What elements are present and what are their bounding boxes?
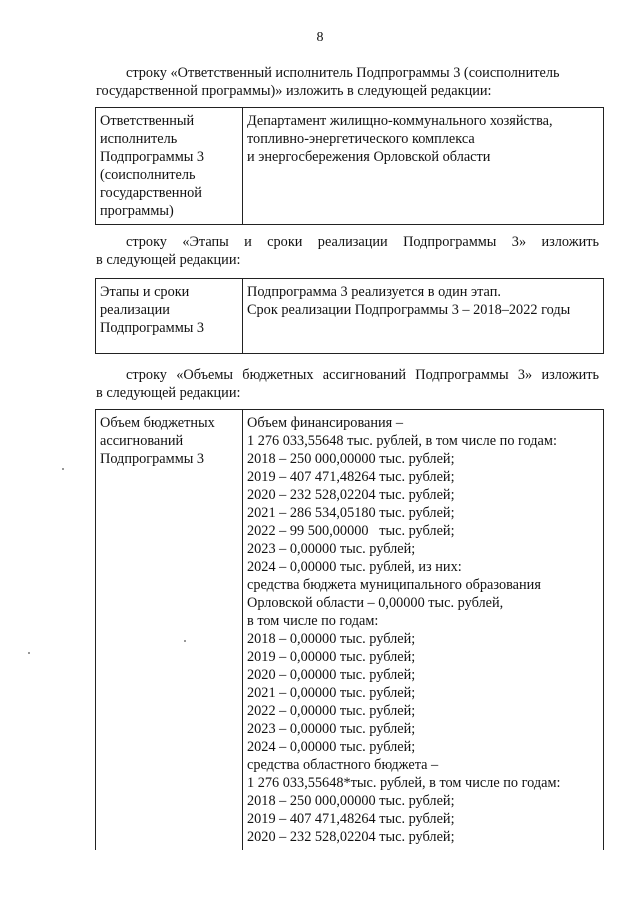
table-cell-value [243,279,604,354]
table-row [96,410,604,851]
table-cell-label [96,279,243,354]
paragraph-line: строку «Объемы бюджетных ассигнований Подпрограммы 3» изложить [126,367,599,383]
paragraph-responsible-executor [96,64,599,100]
cell-line: в том числе по годам: [247,613,379,629]
cell-line: Подпрограммы 3 [100,451,205,467]
cell-line: Объем бюджетных [100,415,215,431]
cell-line: 2019 – 407 471,48264 тыс. рублей; [247,811,455,827]
cell-line: 2024 – 0,00000 тыс. рублей; [247,739,416,755]
cell-line: 2020 – 232 528,02204 тыс. рублей; [247,829,455,845]
cell-line: 2023 – 0,00000 тыс. рублей; [247,721,416,737]
table-row [96,108,604,225]
cell-line: Этапы и сроки [100,284,190,300]
cell-line: (соисполнитель [100,167,196,183]
cell-line: топливно-энергетического комплекса [247,131,475,147]
cell-line: Департамент жилищно-коммунального хозяйства, [247,113,553,129]
cell-line: средства областного бюджета – [247,757,439,773]
table-cell-value [243,108,604,225]
cell-line: Подпрограммы 3 [100,149,205,165]
table-cell-label [96,410,243,851]
cell-line: 2024 – 0,00000 тыс. рублей, из них: [247,559,462,575]
cell-line: средства бюджета муниципального образования [247,577,541,593]
paragraph-line: государственной программы)» изложить в следующей редакции: [96,83,492,99]
paragraph-line: в следующей редакции: [96,252,241,268]
cell-line: 1 276 033,55648 тыс. рублей, в том числе по годам: [247,433,557,449]
cell-line: 2019 – 407 471,48264 тыс. рублей; [247,469,455,485]
cell-line: Срок реализации Подпрограммы 3 – 2018–2022 годы [247,302,571,318]
cell-line: 2018 – 0,00000 тыс. рублей; [247,631,416,647]
paragraph-budget [96,366,599,402]
cell-line: 2021 – 0,00000 тыс. рублей; [247,685,416,701]
table-responsible-executor [95,107,604,225]
cell-line: 2022 – 0,00000 тыс. рублей; [247,703,416,719]
cell-line: 2023 – 0,00000 тыс. рублей; [247,541,416,557]
table-cell-label [96,108,243,225]
scan-speck [62,468,64,470]
cell-line: 2019 – 0,00000 тыс. рублей; [247,649,416,665]
cell-line: 2020 – 232 528,02204 тыс. рублей; [247,487,455,503]
cell-line: 2020 – 0,00000 тыс. рублей; [247,667,416,683]
table-stages [95,278,604,354]
cell-line: и энергосбережения Орловской области [247,149,491,165]
cell-line: программы) [100,203,174,219]
cell-line: Орловской области – 0,00000 тыс. рублей, [247,595,504,611]
scan-speck [28,652,30,654]
table-row [96,279,604,354]
cell-line: реализации [100,302,170,318]
cell-line: Подпрограмма 3 реализуется в один этап. [247,284,501,300]
cell-line: 2018 – 250 000,00000 тыс. рублей; [247,451,455,467]
cell-line: 2018 – 250 000,00000 тыс. рублей; [247,793,455,809]
page-number: 8 [316,30,324,45]
paragraph-line: строку «Ответственный исполнитель Подпрограммы 3 (соисполнитель [126,65,560,81]
cell-line: исполнитель [100,131,178,147]
scan-speck [184,640,186,642]
cell-line: Ответственный [100,113,195,129]
table-budget [95,409,604,850]
paragraph-stages [96,233,599,269]
paragraph-line: в следующей редакции: [96,385,241,401]
cell-line: государственной [100,185,202,201]
paragraph-line: строку «Этапы и сроки реализации Подпрограммы 3» изложить [126,234,599,250]
cell-line: 2022 – 99 500,00000 тыс. рублей; [247,523,455,539]
cell-line: Объем финансирования – [247,415,403,431]
cell-line: ассигнований [100,433,184,449]
cell-line: 2021 – 286 534,05180 тыс. рублей; [247,505,455,521]
table-cell-value [243,410,604,851]
cell-line: 1 276 033,55648*тыс. рублей, в том числе по годам: [247,775,561,791]
cell-line: Подпрограммы 3 [100,320,205,336]
